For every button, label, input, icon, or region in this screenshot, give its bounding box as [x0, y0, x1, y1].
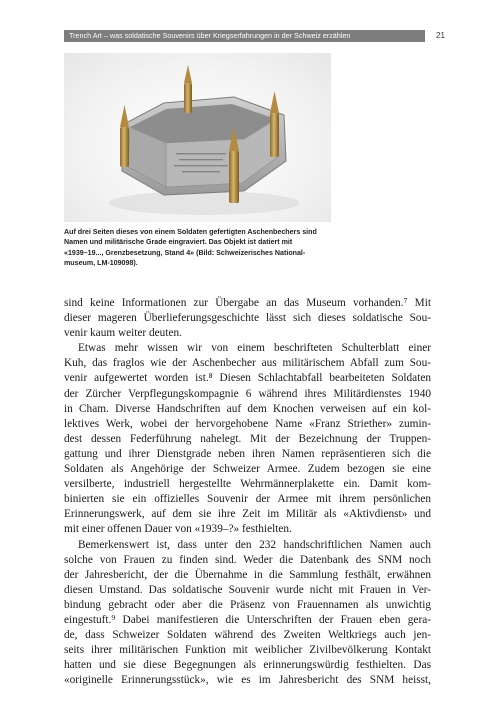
body-line: hatten und sie diese Begegnungen als erinnerungswürdig festhielten. Das — [64, 659, 431, 672]
body-line: versilberte, industriell hergestellte Wehrmännerplakette ein. Damit kom- — [64, 478, 431, 491]
body-line: der Jahresbericht, der die Übernahme in die Sammlung festhält, erwähnen — [64, 568, 431, 581]
body-line: dieser mageren Überlieferungsgeschichte lässt sich dieses soldatische Sou- — [64, 312, 431, 325]
body-line: Bemerkenswert ist, dass unter den 232 handschriftlichen Namen auch — [78, 538, 431, 551]
body-line: dest dessen Federführung nahelegt. Mit der Bezeichnung der Truppen- — [64, 432, 431, 445]
body-line: solche von Frauen zu finden sind. Weder die Datenbank des SNM noch — [64, 553, 431, 566]
bullet-right — [270, 91, 279, 157]
caption-line: Namen und militärische Grade eingraviert. Das Objekt ist datiert mit — [64, 238, 293, 247]
body-line: Erinnerungswerk, auf dem sie ihre Zeit im Militär als «Aktivdienst» und — [64, 508, 431, 521]
body-line: venir kaum weiter deuten. — [64, 327, 182, 340]
caption-line: «1939–19..., Grenzbesetzung, Stand 4» (Bild: Schweizerisches National- — [64, 248, 306, 257]
body-line: gattung und ihrer Dienstgrade neben ihren Namen repräsentieren sich die — [64, 447, 431, 460]
caption-line: Auf drei Seiten dieses von einem Soldaten gefertigten Aschenbechers sind — [64, 228, 317, 236]
body-line: sind keine Informationen zur Übergabe an das Museum vorhanden.⁷ Mit — [64, 297, 431, 309]
figure-caption — [64, 227, 332, 269]
body-line: Soldaten als Angehörige der Schweizer Armee. Zudem bezogen sie eine — [64, 463, 431, 476]
body-line: venir aufgewertet worden ist.⁸ Diesen Schlachtabfall bearbeiteten Soldaten — [64, 372, 431, 385]
body-line: «originelle Erinnerungsstück», wie es im Jahresbericht des SNM heisst, — [64, 674, 431, 687]
body-text — [64, 296, 431, 688]
body-line: lektives Werk, wobei der hervorgehobene Name «Franz Striether» zumin- — [64, 417, 431, 430]
bullet-left — [120, 105, 129, 167]
body-line: binierten sie ein offizielles Souvenir der Armee mit ihrem persönlichen — [64, 493, 431, 506]
body-line: der Zürcher Verpflegungskompagnie 6 während ihres Militärdienstes 1940 — [64, 387, 431, 400]
body-line: bindung gebracht oder aber die Präsenz von Frauennamen als unwichtig — [64, 598, 431, 611]
body-line: seits ihrer militärischen Funktion mit weiblicher Zivilbevölkerung Kontakt — [64, 644, 431, 657]
body-line: de, dass Schweizer Soldaten während des Zweiten Weltkriegs auch jen- — [64, 629, 431, 642]
ashtray-illustration — [64, 53, 331, 222]
body-line: mit einer offenen Dauer von «1939–?» festhielten. — [64, 523, 292, 536]
body-line: diesen Umstand. Das soldatische Souvenir wurde nicht mit Frauen in Ver- — [64, 583, 431, 596]
body-line: Kuh, das fraglos wie der Aschenbecher aus militärischem Abfall zum Sou- — [64, 357, 431, 370]
ashtray-photo — [64, 53, 331, 222]
running-header-title: Trench Art – was soldatische Souvenirs über Kriegserfahrungen in der Schweiz erzählen — [69, 31, 351, 40]
body-line: eingestuft.⁹ Dabei manifestieren die Unterschriften der Frauen eben gera- — [64, 613, 431, 626]
body-line: Etwas mehr wissen wir von einem beschrifteten Schulterblatt einer — [78, 342, 431, 355]
body-line: in Cham. Diverse Handschriften auf dem Knochen verweisen auf ein kol- — [64, 402, 431, 415]
page-number: 21 — [436, 31, 445, 40]
bullet-back — [184, 65, 192, 113]
caption-line: museum, LM-109098). — [64, 259, 138, 268]
